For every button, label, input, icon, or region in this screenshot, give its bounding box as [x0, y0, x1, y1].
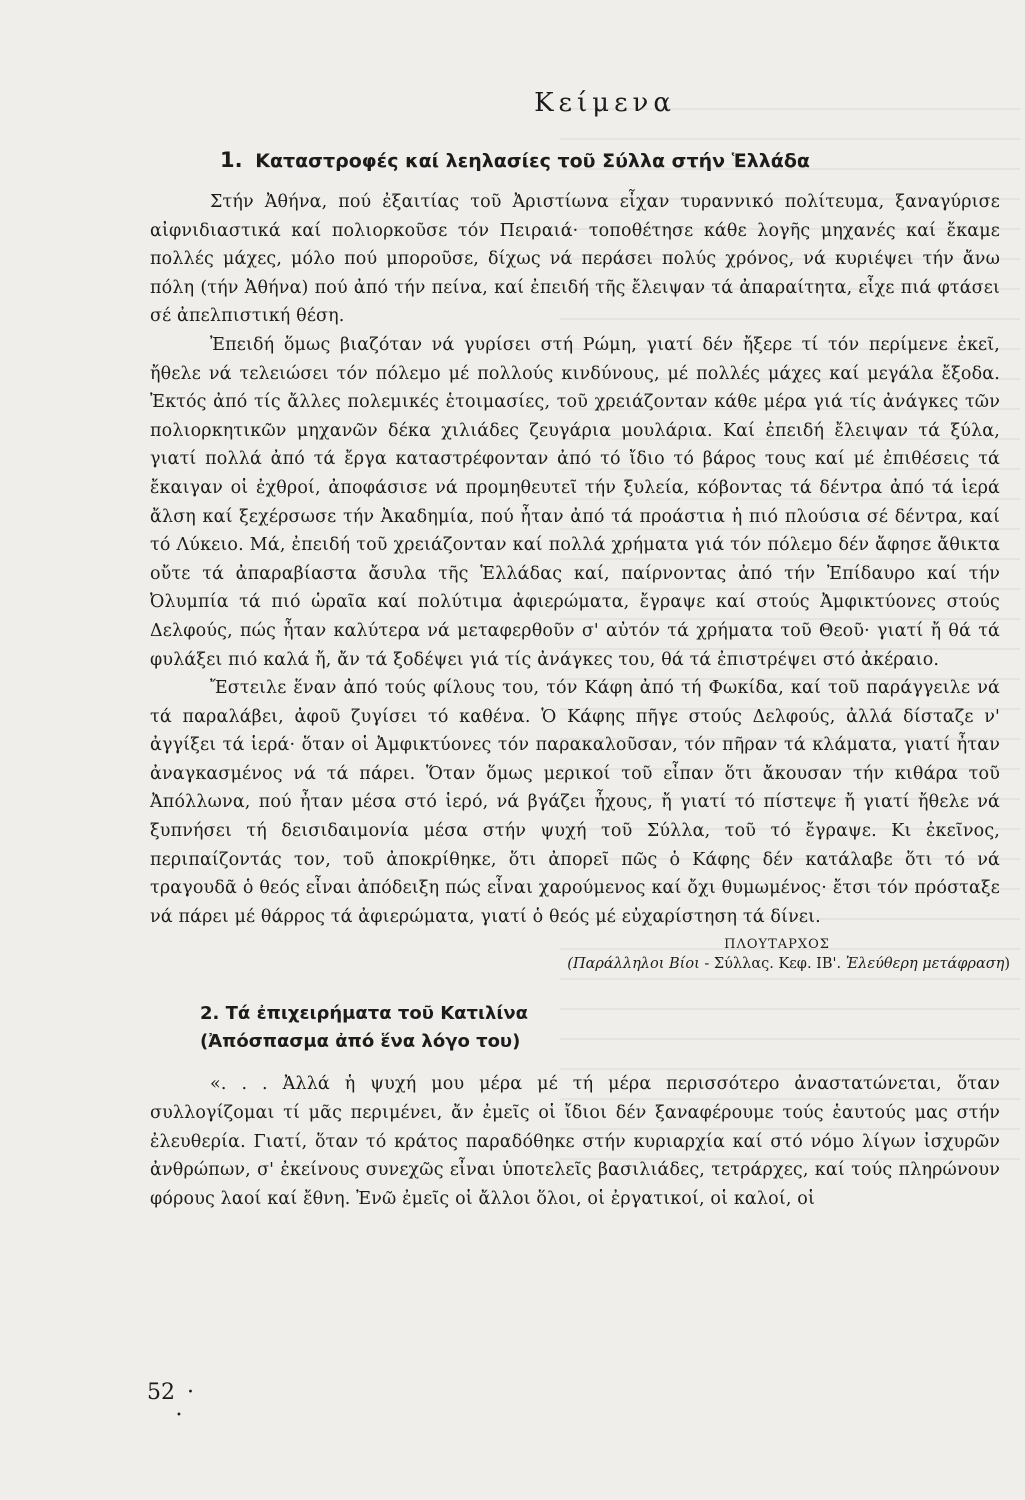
section-1-paragraph-1: Στήν Ἀθήνα, πού ἐξαιτίας τοῦ Ἀριστίωνα εἶχαν τυραννικό πολίτευμα, ξαναγύρισε αἰφνιδιαστικά καί πολιορκοῦσε τόν Πειραιά· τοποθέτησε κάθε λογῆς μηχανές καί ἔκαμε πολλές μάχες, μόλο πού μποροῦσε, δίχως νά περάσει πολύς χρόνος, νά κυριέψει τήν ἄνω πόλη (τήν Ἀθήνα) πού ἀπό τήν πείνα, καί ἐπειδή τῆς ἔλειψαν τά ἀπαραίτητα, εἶχε πιά φτάσει σέ ἀπελπιστική θέση.	[150, 192, 1000, 327]
source-work: Παράλληλοι Βίοι	[572, 956, 700, 973]
section-1-title-text: Καταστροφές καί λεηλασίες τοῦ Σύλλα στήν Ἑλλάδα	[255, 150, 810, 172]
section-2-subtitle: (Ἀπόσπασμα ἀπό ἕνα λόγο του)	[200, 1031, 521, 1053]
page-number	[147, 1380, 194, 1405]
page-content	[150, 88, 1010, 1213]
section-1-title	[220, 148, 1000, 172]
ink-speck: •	[176, 1410, 182, 1421]
section-2-title	[200, 1000, 1000, 1056]
section-1-paragraph-2: Ἐπειδή ὅμως βιαζόταν νά γυρίσει στή Ρώμη, γιατί δέν ἤξερε τί τόν περίμενε ἐκεῖ, ἤθελε νά τελειώσει τόν πόλεμο μέ πολλούς κινδύνους, μέ πολλές μάχες καί μεγάλα ἔξοδα. Ἐκτός ἀπό τίς ἄλλες πολεμικές ἑτοιμασίες, τοῦ χρειάζονταν κάθε μέρα γιά τίς ἀνάγκες τῶν πολιορκητικῶν μηχανῶν δέκα χιλιάδες ζευγάρια μουλάρια. Καί ἐπειδή ἔλειψαν τά ξύλα, γιατί πολλά ἀπό τά ἔργα καταστρέφονταν ἀπό τό ἴδιο τό βάρος τους καί μέ ἐπιθέσεις τά ἔκαιγαν οἱ ἐχθροί, ἀποφάσισε νά προμηθευτεῖ τήν ξυλεία, κόβοντας τά δέντρα ἀπό τά ἱερά ἄλση καί ξεχέρσωσε τήν Ἀκαδημία, πού ἦταν ἀπό τά προάστια ἡ πιό πλούσια σέ δέντρα, καί τό Λύκειο. Μά, ἐπειδή τοῦ χρειάζονταν καί πολλά χρήματα γιά τόν πόλεμο δέν ἄφησε ἄθικτα οὔτε τά ἀπαραβίαστα ἄσυλα τῆς Ἑλλάδας καί, παίρνοντας ἀπό τήν Ἐπίδαυρο καί τήν Ὀλυμπία τά πιό ὡραῖα καί πολύτιμα ἀφιερώματα, ἔγραψε καί στούς Ἀμφικτύονες στούς Δελφούς, πώς ἦταν καλύτερα νά μεταφερθοῦν σ' αὐτόν τά χρήματα τοῦ Θεοῦ· γιατί ἤ θά τά φυλάξει πιό καλά ἤ, ἄν τά ξοδέψει γιά τίς ἀνάγκες του, θά τά ἐπιστρέψει στό ἀκέραιο.	[150, 334, 1000, 670]
author-signature: ΠΛΟΥΤΑΡΧΟΣ	[724, 937, 830, 953]
section-2-paragraph: «. . . Ἀλλά ἡ ψυχή μου μέρα μέ τή μέρα περισσότερο ἀναστατώνεται, ὅταν συλλογίζομαι τί μᾶς περιμένει, ἄν ἐμεῖς οἱ ἴδιοι δέν ξαναφέρουμε τούς ἑαυτούς μας στήν ἐλευθερία. Γιατί, ὅταν τό κράτος παραδόθηκε στήν κυριαρχία καί στό νόμο λίγων ἰσχυρῶν ἀνθρώπων, σ' ἐκείνους συνεχῶς εἶναι ὑποτελεῖς βασιλιάδες, τετράρχες, καί τούς πληρώνουν φόρους λαοί καί ἔθνη. Ἐνῶ ἐμεῖς οἱ ἄλλοι ὅλοι, οἱ ἐργατικοί, οἱ καλοί, οἱ	[150, 1074, 1000, 1209]
section-1-number: 1.	[220, 148, 243, 172]
section-2-number: 2.	[200, 1003, 220, 1025]
source-chapter: - Σύλλας. Κεφ. ΙΒ'.	[699, 956, 846, 973]
source-open: (	[567, 956, 573, 973]
source-citation	[150, 956, 1010, 972]
section-1-paragraph-3: Ἔστειλε ἕναν ἀπό τούς φίλους του, τόν Κάφη ἀπό τή Φωκίδα, καί τοῦ παράγγειλε νά τά παραλάβει, ἀφοῦ ζυγίσει τό καθένα. Ὁ Κάφης πῆγε στούς Δελφούς, ἀλλά δίσταζε ν' ἀγγίξει τά ἱερά· ὅταν οἱ Ἀμφικτύονες τόν παρακαλοῦσαν, τόν πῆραν τά κλάματα, γιατί ἦταν ἀναγκασμένος νά τά πάρει. Ὅταν ὅμως μερικοί τοῦ εἶπαν ὅτι ἄκουσαν τήν κιθάρα τοῦ Ἀπόλλωνα, πού ἦταν μέσα στό ἱερό, νά βγάζει ἦχους, ἤ γιατί τό πίστεψε ἤ γιατί ἤθελε νά ξυπνήσει τή δεισιδαιμονία μέσα στήν ψυχή τοῦ Σύλλα, τοῦ τό ἔγραψε. Κι ἐκεῖνος, περιπαίζοντάς τον, τοῦ ἀποκρίθηκε, ὅτι ἀπορεῖ πῶς ὁ Κάφης δέν κατάλαβε ὅτι τό νά τραγουδᾶ ὁ θεός εἶναι ἀπόδειξη πώς εἶναι χαρούμενος καί ὄχι θυμωμένος· ἔτσι τόν πρόσταξε νά πάρει μέ θάρρος τά ἀφιερώματα, γιατί ὁ θεός μέ εὐχαρίστηση τά δίνει.	[150, 678, 1000, 927]
source-close: )	[1004, 956, 1010, 973]
page-number-mark: ·	[187, 1380, 194, 1405]
section-2-title-line-1	[200, 1000, 1000, 1028]
section-2-title-text: Τά ἐπιχειρήματα τοῦ Κατιλίνα	[225, 1003, 529, 1025]
page-heading: Κείμενα	[534, 88, 676, 118]
page-number-value: 52	[147, 1380, 175, 1405]
source-translation-note: Ἐλεύθερη μετάφραση	[845, 956, 1005, 973]
